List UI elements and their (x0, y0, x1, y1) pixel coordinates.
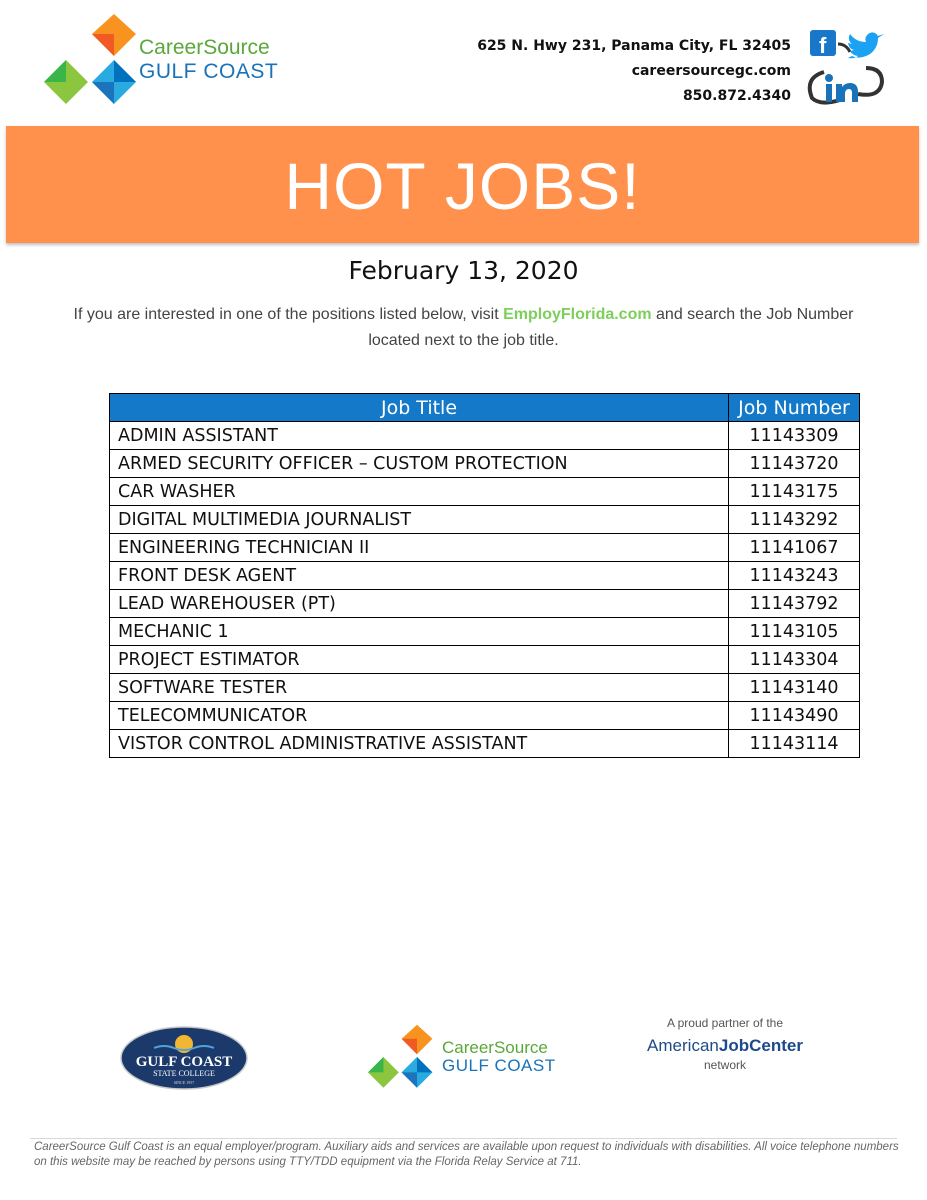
table-row (110, 730, 860, 758)
employflorida-link[interactable]: EmployFlorida.com (503, 306, 652, 323)
job-title-cell: ENGINEERING TECHNICIAN II (110, 534, 729, 562)
job-number-cell: 11141067 (729, 534, 860, 562)
ajc-partner-text: A proud partner of the (666, 1016, 784, 1030)
social-icons (800, 28, 890, 108)
job-number-cell: 11143490 (729, 702, 860, 730)
column-header-job-title: Job Title (110, 394, 729, 422)
job-title-cell: PROJECT ESTIMATOR (110, 646, 729, 674)
phone-number: 850.872.4340 (682, 88, 791, 104)
table-row (110, 478, 860, 506)
connector-line (838, 44, 850, 52)
job-number-cell: 11143243 (729, 562, 860, 590)
table-row (110, 562, 860, 590)
job-number-cell: 11143105 (729, 618, 860, 646)
job-title-cell: FRONT DESK AGENT (110, 562, 729, 590)
job-title-cell: VISTOR CONTROL ADMINISTRATIVE ASSISTANT (110, 730, 729, 758)
table-row (110, 674, 860, 702)
ajc-network-text: network (703, 1058, 747, 1072)
brand-name-line1: CareerSource (139, 36, 270, 59)
job-number-cell: 11143304 (729, 646, 860, 674)
job-number-cell: 11143309 (729, 422, 860, 450)
contact-info (477, 34, 791, 109)
cloud-outline-left (810, 72, 840, 103)
job-number-cell: 11143792 (729, 590, 860, 618)
table-row (110, 422, 860, 450)
table-row (110, 450, 860, 478)
job-number-cell: 11143292 (729, 506, 860, 534)
job-title-cell: MECHANIC 1 (110, 618, 729, 646)
posting-date: February 13, 2020 (348, 256, 579, 285)
job-title-cell: TELECOMMUNICATOR (110, 702, 729, 730)
job-number-cell: 11143720 (729, 450, 860, 478)
table-row (110, 618, 860, 646)
ajc-name-jobcenter: JobCenter (718, 1036, 803, 1055)
ajc-name (640, 1036, 810, 1056)
jobs-table (109, 393, 860, 758)
svg-text:f: f (819, 33, 827, 58)
careersource-mark-icon (44, 14, 144, 106)
intro-after: and search the Job Number located next to the job title. (368, 306, 854, 349)
job-number-cell: 11143114 (729, 730, 860, 758)
job-title-cell: DIGITAL MULTIMEDIA JOURNALIST (110, 506, 729, 534)
banner-title: HOT JOBS! (284, 149, 641, 223)
job-title-cell: LEAD WAREHOUSER (PT) (110, 590, 729, 618)
hot-jobs-banner (6, 126, 919, 243)
cloud-outline-right (858, 68, 882, 95)
gcsc-subtitle: STATE COLLEGE (153, 1069, 215, 1078)
careersource-logo (44, 14, 294, 106)
table-row (110, 534, 860, 562)
disclaimer-text: CareerSource Gulf Coast is an equal employer/program. Auxiliary aids and services are available upon request to individuals with disabilities. All voice telephone numbers on this website may be reached by persons using TTY/TDD equipment via the Florida Relay Service at 711. (34, 1141, 899, 1168)
gulf-coast-state-college-logo (120, 1026, 248, 1090)
intro-text (50, 302, 877, 354)
ajc-name-american: American (647, 1036, 719, 1055)
linkedin-icon[interactable] (825, 74, 858, 102)
twitter-icon[interactable] (848, 32, 884, 58)
job-title-cell: ADMIN ASSISTANT (110, 422, 729, 450)
table-row (110, 506, 860, 534)
gcsc-since: SINCE 1957 (173, 1080, 195, 1085)
table-row (110, 702, 860, 730)
brand-name-line2: GULF COAST (139, 60, 279, 83)
careersource-mark-icon (368, 1020, 438, 1094)
column-header-job-number: Job Number (729, 394, 860, 422)
table-row (110, 646, 860, 674)
gcsc-name: GULF COAST (135, 1054, 233, 1070)
address: 625 N. Hwy 231, Panama City, FL 32405 (477, 38, 791, 54)
table-row (110, 590, 860, 618)
table-header-row (110, 394, 860, 422)
intro-before: If you are interested in one of the positions listed below, visit (73, 306, 504, 323)
job-number-cell: 11143175 (729, 478, 860, 506)
footer-brand-line1: CareerSource (442, 1038, 548, 1057)
job-title-cell: CAR WASHER (110, 478, 729, 506)
careersource-footer-logo (368, 1020, 568, 1094)
website-link[interactable]: careersourcegc.com (631, 63, 791, 79)
footer-divider (30, 1138, 897, 1139)
footer-brand-line2: GULF COAST (442, 1056, 556, 1075)
job-title-cell: SOFTWARE TESTER (110, 674, 729, 702)
facebook-icon[interactable] (810, 30, 836, 58)
job-number-cell: 11143140 (729, 674, 860, 702)
jobs-table-body (110, 422, 860, 758)
job-title-cell: ARMED SECURITY OFFICER – CUSTOM PROTECTION (110, 450, 729, 478)
american-job-center-logo (640, 1016, 810, 1086)
